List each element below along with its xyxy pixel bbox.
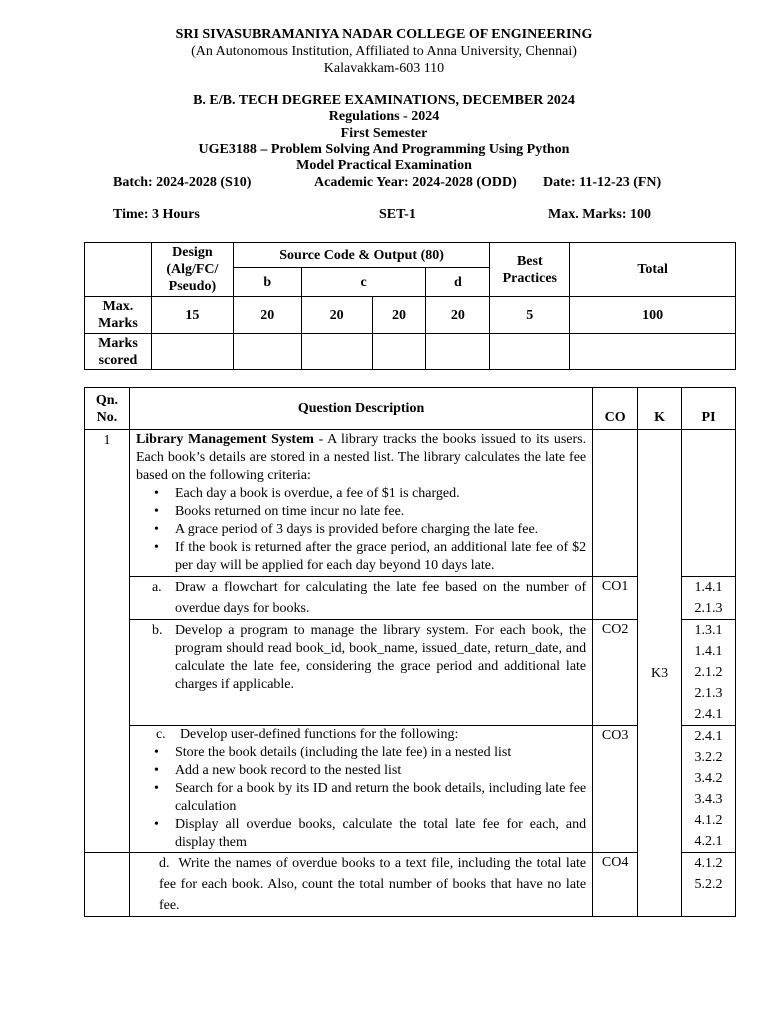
design-header: Design (Alg/FC/ Pseudo) <box>151 243 233 297</box>
pi-b <box>682 620 736 726</box>
intro-title: Library Management System <box>135 432 314 447</box>
source-header: Source Code & Output (80) <box>233 243 489 268</box>
exam-date: Date: 11-12-23 (FN) <box>543 175 662 190</box>
marks-scored-label: Marks scored <box>85 334 152 370</box>
qno-header: Qn. No. <box>85 388 130 430</box>
corner-cell <box>85 243 152 297</box>
location: Kalavakkam-603 110 <box>323 61 445 76</box>
co-empty <box>593 430 638 577</box>
pi-a <box>682 577 736 620</box>
best-practices-header: Best Practices <box>490 243 570 297</box>
criteria-item: • A grace period of 3 days is provided before charging the late fee. <box>130 521 586 539</box>
subquestion-b-label: b. <box>151 623 163 638</box>
pi-value: 4.2.1 <box>694 834 723 849</box>
subquestion-d-text: Write the names of overdue books to a text file, including the total late fee for each book. Also, count the total number of books that have no late fee. <box>158 856 587 913</box>
pi-empty <box>682 430 736 577</box>
subquestion-a-label: a. <box>151 580 162 595</box>
pi-value: 2.1.3 <box>694 601 723 616</box>
subquestion-d-label: d. <box>158 856 170 871</box>
pi-value: 3.4.2 <box>694 771 723 786</box>
question-intro <box>129 430 592 577</box>
pi-d <box>682 853 736 917</box>
co-b: CO2 <box>593 620 638 726</box>
pi-value: 4.1.2 <box>694 856 723 871</box>
exam-title: B. E/B. TECH DEGREE EXAMINATIONS, DECEMBER 2024 <box>193 93 575 108</box>
scored-cell <box>151 334 233 370</box>
total-header: Total <box>570 243 736 297</box>
pi-c <box>682 726 736 853</box>
co-d: CO4 <box>593 853 638 917</box>
pi-value: 1.4.1 <box>694 580 723 595</box>
academic-year: Academic Year: 2024-2028 (ODD) <box>314 175 517 190</box>
pi-value: 5.2.2 <box>694 877 723 892</box>
subquestion-a-text: Draw a flowchart for calculating the late fee based on the number of overdue days for books. <box>174 580 587 616</box>
function-item: • Store the book details (including the late fee) in a nested list <box>130 744 586 762</box>
pi-value: 4.1.2 <box>694 813 723 828</box>
course-title: UGE3188 – Problem Solving And Programming Using Python <box>198 142 570 157</box>
k-level: K3 <box>638 430 682 917</box>
batch: Batch: 2024-2028 (S10) <box>113 175 252 190</box>
function-item: • Add a new book record to the nested list <box>130 762 586 780</box>
question-table <box>84 387 736 917</box>
subquestion-b <box>129 620 592 726</box>
pi-value: 2.1.3 <box>694 686 723 701</box>
scored-cell <box>426 334 490 370</box>
pi-value: 1.3.1 <box>694 623 723 638</box>
scored-cell <box>372 334 426 370</box>
pi-value: 1.4.1 <box>694 644 723 659</box>
pi-value: 3.2.2 <box>694 750 723 765</box>
marks-table <box>84 242 736 370</box>
subquestion-c-label: c. <box>155 727 166 742</box>
exam-type: Model Practical Examination <box>296 158 472 173</box>
college-name: SRI SIVASUBRAMANIYA NADAR COLLEGE OF ENGINEERING <box>175 27 593 42</box>
regulations: Regulations - 2024 <box>328 109 440 124</box>
max-c2: 20 <box>372 297 426 334</box>
criteria-item: • If the book is returned after the grace period, an additional late fee of $2 per day will be applied for each day beyond 10 days late. <box>130 539 586 575</box>
max-design: 15 <box>151 297 233 334</box>
scored-cell <box>233 334 301 370</box>
scored-cell <box>490 334 570 370</box>
pi-value: 2.1.2 <box>694 665 723 680</box>
exam-time: Time: 3 Hours <box>113 207 200 222</box>
subquestion-b-text: Develop a program to manage the library system. For each book, the program should read book_id, book_name, issued_date, return_date, and calculate the late fee, considering the grace period and additional late charges if applicable. <box>174 623 587 692</box>
subquestion-c-text: Develop user-defined functions for the following: <box>179 727 459 742</box>
set-number: SET-1 <box>379 207 416 222</box>
max-b: 20 <box>233 297 301 334</box>
max-d: 20 <box>426 297 490 334</box>
description-header: Question Description <box>129 388 592 430</box>
subquestion-c <box>129 726 592 853</box>
pi-value: 3.4.3 <box>694 792 723 807</box>
pi-header: PI <box>682 388 736 430</box>
function-item: • Display all overdue books, calculate the total late fee for each, and display them <box>130 816 586 852</box>
semester: First Semester <box>340 126 428 141</box>
qno-empty <box>85 853 130 917</box>
max-best: 5 <box>490 297 570 334</box>
co-header: CO <box>593 388 638 430</box>
max-c1: 20 <box>301 297 372 334</box>
max-marks: Max. Marks: 100 <box>548 207 652 222</box>
scored-cell <box>570 334 736 370</box>
co-c: CO3 <box>593 726 638 853</box>
criteria-item: • Each day a book is overdue, a fee of $1 is charged. <box>130 485 586 503</box>
k-header: K <box>638 388 682 430</box>
sub-d-header: d <box>426 268 490 297</box>
subquestion-a <box>129 577 592 620</box>
criteria-item: • Books returned on time incur no late fee. <box>130 503 586 521</box>
subquestion-d <box>129 853 592 917</box>
sub-b-header: b <box>233 268 301 297</box>
co-a: CO1 <box>593 577 638 620</box>
function-item: • Search for a book by its ID and return the book details, including late fee calculation <box>130 780 586 816</box>
max-total: 100 <box>570 297 736 334</box>
sub-c-header: c <box>301 268 426 297</box>
max-marks-label: Max. Marks <box>85 297 152 334</box>
pi-value: 2.4.1 <box>694 729 723 744</box>
scored-cell <box>301 334 372 370</box>
intro-text: - A library tracks the books issued to its users. Each book’s details are stored in a nested list. The library calculates the late fee based on the following criteria: <box>135 432 587 483</box>
question-number: 1 <box>85 430 130 853</box>
affiliation: (An Autonomous Institution, Affiliated to Anna University, Chennai) <box>191 44 577 59</box>
pi-value: 2.4.1 <box>694 707 723 722</box>
